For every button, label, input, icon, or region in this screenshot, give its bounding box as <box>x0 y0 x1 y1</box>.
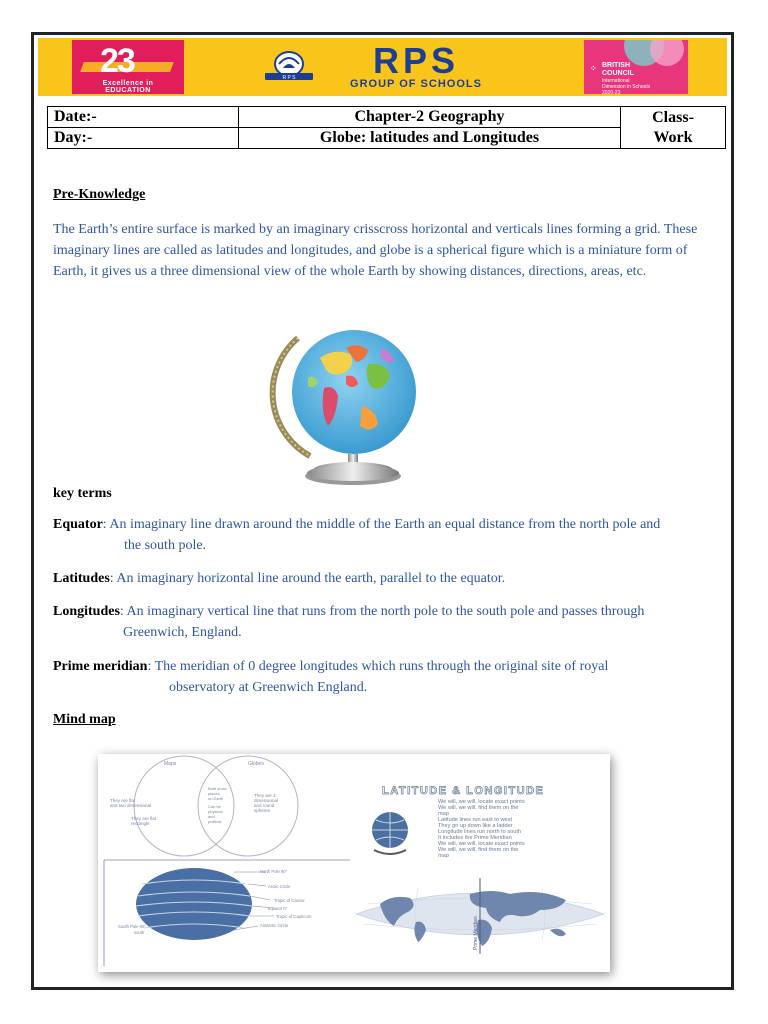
svg-text:Tropic of Capricorn: Tropic of Capricorn <box>276 914 312 919</box>
pre-knowledge-text: The Earth’s entire surface is marked by an imaginary crisscross horizontal and verticals lines forming a grid. These imaginary lines are called as latitudes and longitudes, and globe is a spherical figure which is a miniature form of Earth, it gives us a three dimensional view of the whole Earth by showing distances, directions, areas, etc. <box>53 222 698 279</box>
svg-text:and round: and round <box>254 803 275 808</box>
svg-text:south: south <box>134 930 145 935</box>
topic-cell: Globe: latitudes and Longitudes <box>239 128 621 149</box>
term-equator: Equator: An imaginary line drawn around the middle of the Earth an equal distance from the north pole and the south pole. <box>53 517 661 553</box>
info-table <box>47 106 726 149</box>
venn-right-title: Globes <box>248 761 264 767</box>
svg-text:They are 3: They are 3 <box>254 793 276 798</box>
svg-text:map: map <box>438 811 449 817</box>
svg-text:Arctic Circle: Arctic Circle <box>268 884 291 889</box>
chapter-cell: Chapter-2 Geography <box>239 107 621 128</box>
svg-text:Prime Meridian: Prime Meridian <box>473 916 479 950</box>
svg-text:It includes the Prime Meridian: It includes the Prime Meridian <box>438 835 512 841</box>
pre-knowledge-heading: Pre-Knowledge <box>53 187 146 202</box>
term-prime-meridian: Prime meridian: The meridian of 0 degree longitudes which runs through the original site of royal observatory at Greenwich England. <box>53 659 609 695</box>
svg-text:Latitude lines run east to wes: Latitude lines run east to west <box>438 817 513 823</box>
class-work-cell: Class- Work <box>621 107 726 149</box>
svg-text:physical: physical <box>208 809 223 814</box>
svg-text:They are flat: They are flat <box>110 798 136 803</box>
svg-text:Longitude lines run north to s: Longitude lines run north to south <box>438 829 522 835</box>
svg-text:places: places <box>208 791 220 796</box>
svg-text:and two dimensional: and two dimensional <box>110 803 152 808</box>
svg-text:We will, we will, locate exact: We will, we will, locate exact points <box>438 841 525 847</box>
svg-text:on Earth: on Earth <box>208 796 224 801</box>
venn-left-title: Maps <box>164 761 177 767</box>
mind-map-image <box>98 754 610 972</box>
date-cell: Date:- <box>48 107 239 128</box>
anniversary-logo: 23 Excellence in EDUCATION <box>72 40 184 94</box>
poster-title: LATITUDE & LONGITUDE <box>382 785 545 797</box>
svg-text:Antarctic Circle: Antarctic Circle <box>260 923 289 928</box>
svg-text:spheres: spheres <box>254 808 271 813</box>
svg-text:Can be: Can be <box>208 804 221 809</box>
svg-text:South Pole 90°: South Pole 90° <box>118 924 146 929</box>
term-latitudes: Latitudes: An imaginary horizontal line around the earth, parallel to the equator. <box>53 571 506 586</box>
poster-globe-icon <box>372 812 408 854</box>
svg-text:R P S: R P S <box>282 75 296 81</box>
svg-text:equator 0°: equator 0° <box>268 906 288 911</box>
term-longitudes: Longitudes: An imaginary vertical line that runs from the north pole to the south pole and passes through Greenwich, England. <box>53 604 645 640</box>
svg-text:map: map <box>438 853 449 859</box>
svg-text:Tropic of Cancer: Tropic of Cancer <box>274 898 305 903</box>
svg-text:We will, we will, locate exact: We will, we will, locate exact points <box>438 799 525 805</box>
day-cell: Day:- <box>48 128 239 149</box>
globe-icon <box>250 318 440 490</box>
world-map-icon <box>356 878 604 954</box>
svg-text:Both show: Both show <box>208 786 227 791</box>
svg-text:and: and <box>208 814 215 819</box>
svg-text:We will, we will, find them on: We will, we will, find them on the <box>438 805 519 811</box>
british-council-logo: BRITISH COUNCIL ⁘ International Dimension in Schools 2020-23 <box>584 40 688 94</box>
svg-text:rectangle: rectangle <box>131 821 150 826</box>
svg-text:We will, we will, find them on: We will, we will, find them on the <box>438 847 519 853</box>
svg-text:They go up down like a ladder: They go up down like a ladder <box>438 823 513 829</box>
svg-text:political: political <box>208 819 222 824</box>
mind-map-heading: Mind map <box>53 712 116 727</box>
svg-text:They are flat: They are flat <box>131 816 157 821</box>
school-emblem-icon <box>261 50 317 82</box>
svg-text:North Pole 90°: North Pole 90° <box>260 869 288 874</box>
school-wordmark: RPS GROUP OF SCHOOLS <box>350 40 482 90</box>
svg-text:dimensional: dimensional <box>254 798 279 803</box>
key-terms-heading: key terms <box>53 486 112 501</box>
